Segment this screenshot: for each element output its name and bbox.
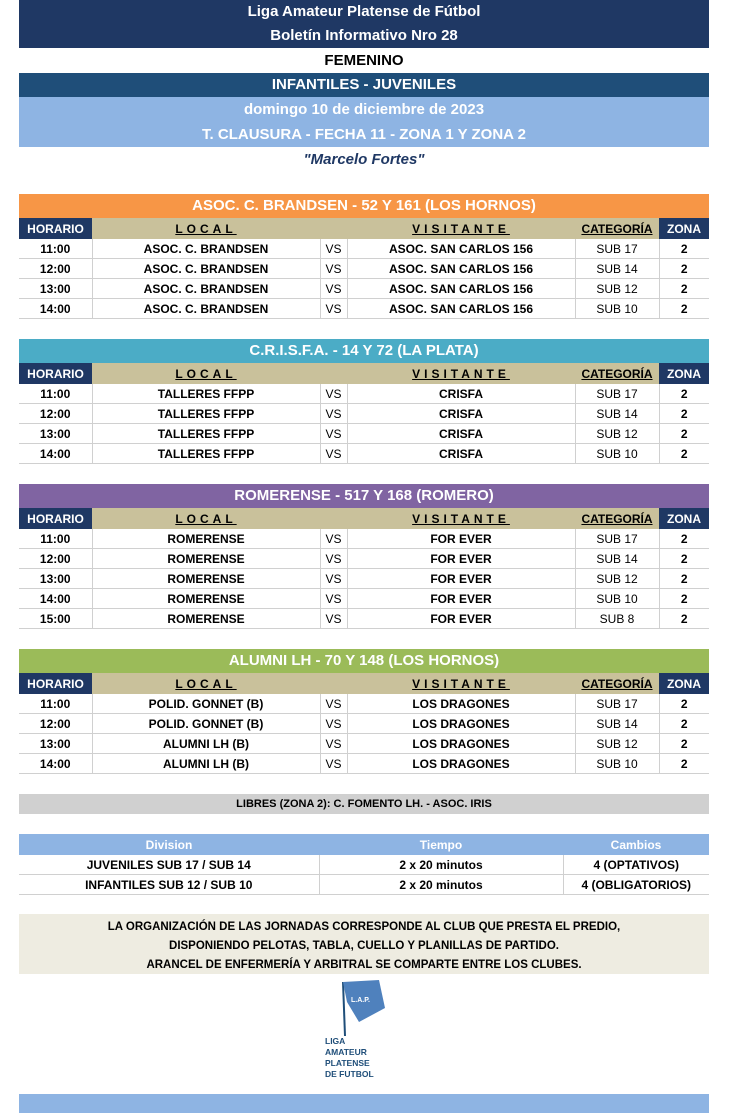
- match-row: [19, 589, 709, 609]
- match-home: ALUMNI LH (B): [92, 734, 320, 754]
- rules-header-subs: Cambios: [563, 834, 709, 855]
- match-away: FOR EVER: [347, 569, 575, 589]
- match-time: 13:00: [19, 569, 92, 589]
- column-header-category: CATEGORÍA: [575, 673, 659, 694]
- match-category: SUB 12: [575, 424, 659, 444]
- match-vs: VS: [320, 609, 347, 629]
- match-time: 11:00: [19, 384, 92, 404]
- logo-text: [325, 1036, 374, 1080]
- match-date: domingo 10 de diciembre de 2023: [243, 101, 485, 118]
- match-home: ASOC. C. BRANDSEN: [92, 239, 320, 259]
- match-away: FOR EVER: [347, 609, 575, 629]
- column-header-category: CATEGORÍA: [575, 218, 659, 239]
- match-vs: VS: [320, 239, 347, 259]
- match-home: ROMERENSE: [92, 529, 320, 549]
- match-zone: 2: [659, 279, 709, 299]
- column-header-away: VISITANTE: [347, 218, 575, 239]
- venue-block: [19, 194, 709, 319]
- logo-line: AMATEUR: [325, 1047, 367, 1057]
- match-category: SUB 8: [575, 609, 659, 629]
- match-zone: 2: [659, 549, 709, 569]
- match-category: SUB 14: [575, 404, 659, 424]
- match-home: TALLERES FFPP: [92, 404, 320, 424]
- column-header-home: LOCAL: [92, 363, 320, 384]
- match-row: [19, 299, 709, 319]
- match-row: [19, 279, 709, 299]
- match-category: SUB 10: [575, 589, 659, 609]
- rules-division: JUVENILES SUB 17 / SUB 14: [19, 855, 319, 875]
- match-vs: VS: [320, 404, 347, 424]
- match-vs: VS: [320, 569, 347, 589]
- match-away: LOS DRAGONES: [347, 714, 575, 734]
- schedule-table: [19, 363, 709, 464]
- match-zone: 2: [659, 404, 709, 424]
- rules-row: [19, 875, 709, 895]
- match-zone: 2: [659, 529, 709, 549]
- column-header-time: HORARIO: [19, 673, 92, 694]
- column-header-zone: ZONA: [659, 508, 709, 529]
- note-line: LA ORGANIZACIÓN DE LAS JORNADAS CORRESPONDE AL CLUB QUE PRESTA EL PREDIO,: [107, 921, 621, 933]
- match-away: CRISFA: [347, 424, 575, 444]
- match-category: SUB 12: [575, 734, 659, 754]
- bulletin: [19, 0, 709, 1079]
- match-zone: 2: [659, 444, 709, 464]
- match-home: ASOC. C. BRANDSEN: [92, 299, 320, 319]
- match-vs: VS: [320, 549, 347, 569]
- match-home: TALLERES FFPP: [92, 444, 320, 464]
- note-line: ARANCEL DE ENFERMERÍA Y ARBITRAL SE COMPARTE ENTRE LOS CLUBES.: [146, 959, 582, 971]
- venue-block: [19, 484, 709, 629]
- match-row: [19, 424, 709, 444]
- match-vs: VS: [320, 259, 347, 279]
- schedule-table: [19, 218, 709, 319]
- match-away: CRISFA: [347, 444, 575, 464]
- match-vs: VS: [320, 424, 347, 444]
- column-header-vs-spacer: [320, 673, 347, 694]
- rules-time: 2 x 20 minutos: [319, 875, 563, 895]
- divisions-title: INFANTILES - JUVENILES: [19, 73, 709, 97]
- rules-time: 2 x 20 minutos: [319, 855, 563, 875]
- rules-table: [19, 834, 709, 895]
- match-vs: VS: [320, 589, 347, 609]
- match-row: [19, 609, 709, 629]
- tribute-name: "Marcelo Fortes": [303, 151, 425, 168]
- match-time: 11:00: [19, 239, 92, 259]
- match-row: [19, 569, 709, 589]
- match-home: POLID. GONNET (B): [92, 714, 320, 734]
- logo-line: DE FUTBOL: [325, 1069, 374, 1079]
- match-away: ASOC. SAN CARLOS 156: [347, 259, 575, 279]
- match-category: SUB 17: [575, 239, 659, 259]
- match-vs: VS: [320, 694, 347, 714]
- column-header-home: LOCAL: [92, 218, 320, 239]
- match-time: 14:00: [19, 299, 92, 319]
- date-block: [19, 97, 709, 147]
- match-category: SUB 10: [575, 754, 659, 774]
- rules-division: INFANTILES SUB 12 / SUB 10: [19, 875, 319, 895]
- match-vs: VS: [320, 384, 347, 404]
- match-vs: VS: [320, 754, 347, 774]
- column-header-away: VISITANTE: [347, 508, 575, 529]
- rules-subs: 4 (OBLIGATORIOS): [563, 875, 709, 895]
- schedule-table: [19, 508, 709, 629]
- match-category: SUB 17: [575, 694, 659, 714]
- match-home: ASOC. C. BRANDSEN: [92, 279, 320, 299]
- column-header-time: HORARIO: [19, 508, 92, 529]
- column-header-home: LOCAL: [92, 673, 320, 694]
- match-away: CRISFA: [347, 384, 575, 404]
- footer-bar: [19, 1094, 709, 1113]
- match-category: SUB 14: [575, 714, 659, 734]
- match-zone: 2: [659, 714, 709, 734]
- match-home: ROMERENSE: [92, 569, 320, 589]
- match-zone: 2: [659, 589, 709, 609]
- match-away: FOR EVER: [347, 589, 575, 609]
- match-zone: 2: [659, 754, 709, 774]
- schedule-table: [19, 673, 709, 774]
- bulletin-number: Boletín Informativo Nro 28: [270, 27, 458, 44]
- match-away: CRISFA: [347, 404, 575, 424]
- column-header-away: VISITANTE: [347, 673, 575, 694]
- column-header-zone: ZONA: [659, 218, 709, 239]
- logo-line: PLATENSE: [325, 1058, 370, 1068]
- match-category: SUB 14: [575, 549, 659, 569]
- match-home: ROMERENSE: [92, 549, 320, 569]
- match-zone: 2: [659, 424, 709, 444]
- match-time: 12:00: [19, 549, 92, 569]
- match-zone: 2: [659, 694, 709, 714]
- match-away: ASOC. SAN CARLOS 156: [347, 279, 575, 299]
- match-zone: 2: [659, 734, 709, 754]
- match-home: TALLERES FFPP: [92, 384, 320, 404]
- match-zone: 2: [659, 259, 709, 279]
- logo-line: LIGA: [325, 1036, 346, 1046]
- match-row: [19, 694, 709, 714]
- match-category: SUB 17: [575, 529, 659, 549]
- match-category: SUB 12: [575, 279, 659, 299]
- venue-block: [19, 649, 709, 774]
- tournament-round: T. CLAUSURA - FECHA 11 - ZONA 1 Y ZONA 2: [202, 126, 526, 143]
- match-row: [19, 404, 709, 424]
- match-home: TALLERES FFPP: [92, 424, 320, 444]
- rules-header-division: Division: [19, 834, 319, 855]
- match-vs: VS: [320, 529, 347, 549]
- match-time: 12:00: [19, 404, 92, 424]
- match-vs: VS: [320, 299, 347, 319]
- match-home: ASOC. C. BRANDSEN: [92, 259, 320, 279]
- libres-note: LIBRES (ZONA 2): C. FOMENTO LH. - ASOC. IRIS: [19, 794, 709, 814]
- match-row: [19, 714, 709, 734]
- match-row: [19, 734, 709, 754]
- match-category: SUB 12: [575, 569, 659, 589]
- match-time: 14:00: [19, 754, 92, 774]
- column-header-time: HORARIO: [19, 363, 92, 384]
- match-time: 13:00: [19, 734, 92, 754]
- match-time: 12:00: [19, 714, 92, 734]
- match-time: 13:00: [19, 279, 92, 299]
- match-vs: VS: [320, 279, 347, 299]
- column-header-zone: ZONA: [659, 363, 709, 384]
- match-time: 14:00: [19, 444, 92, 464]
- match-row: [19, 549, 709, 569]
- match-home: POLID. GONNET (B): [92, 694, 320, 714]
- match-zone: 2: [659, 384, 709, 404]
- venue-title: ROMERENSE - 517 Y 168 (ROMERO): [19, 484, 709, 508]
- match-zone: 2: [659, 299, 709, 319]
- match-home: ALUMNI LH (B): [92, 754, 320, 774]
- match-time: 14:00: [19, 589, 92, 609]
- match-row: [19, 754, 709, 774]
- venue-title: C.R.I.S.F.A. - 14 Y 72 (LA PLATA): [19, 339, 709, 363]
- column-header-time: HORARIO: [19, 218, 92, 239]
- venue-title: ASOC. C. BRANDSEN - 52 Y 161 (LOS HORNOS): [19, 194, 709, 218]
- match-time: 13:00: [19, 424, 92, 444]
- match-away: LOS DRAGONES: [347, 694, 575, 714]
- rules-subs: 4 (OPTATIVOS): [563, 855, 709, 875]
- match-vs: VS: [320, 714, 347, 734]
- bulletin-header: [19, 0, 709, 48]
- match-category: SUB 17: [575, 384, 659, 404]
- match-away: ASOC. SAN CARLOS 156: [347, 299, 575, 319]
- match-row: [19, 239, 709, 259]
- league-name: Liga Amateur Platense de Fútbol: [247, 3, 481, 20]
- match-row: [19, 529, 709, 549]
- match-category: SUB 14: [575, 259, 659, 279]
- column-header-vs-spacer: [320, 363, 347, 384]
- match-home: ROMERENSE: [92, 609, 320, 629]
- match-category: SUB 10: [575, 444, 659, 464]
- match-zone: 2: [659, 569, 709, 589]
- branch-title: FEMENINO: [19, 48, 709, 73]
- match-home: ROMERENSE: [92, 589, 320, 609]
- match-time: 11:00: [19, 529, 92, 549]
- organization-note: [19, 914, 709, 974]
- match-vs: VS: [320, 444, 347, 464]
- venue-block: [19, 339, 709, 464]
- column-header-category: CATEGORÍA: [575, 508, 659, 529]
- match-away: FOR EVER: [347, 529, 575, 549]
- column-header-away: VISITANTE: [347, 363, 575, 384]
- logo-flag-text: L.A.P.: [351, 997, 370, 1004]
- match-row: [19, 259, 709, 279]
- column-header-vs-spacer: [320, 218, 347, 239]
- rules-row: [19, 855, 709, 875]
- match-away: LOS DRAGONES: [347, 734, 575, 754]
- match-time: 15:00: [19, 609, 92, 629]
- column-header-home: LOCAL: [92, 508, 320, 529]
- match-away: LOS DRAGONES: [347, 754, 575, 774]
- venue-title: ALUMNI LH - 70 Y 148 (LOS HORNOS): [19, 649, 709, 673]
- match-row: [19, 384, 709, 404]
- column-header-vs-spacer: [320, 508, 347, 529]
- match-away: ASOC. SAN CARLOS 156: [347, 239, 575, 259]
- match-time: 12:00: [19, 259, 92, 279]
- column-header-zone: ZONA: [659, 673, 709, 694]
- match-row: [19, 444, 709, 464]
- match-zone: 2: [659, 239, 709, 259]
- rules-header-time: Tiempo: [319, 834, 563, 855]
- match-time: 11:00: [19, 694, 92, 714]
- match-away: FOR EVER: [347, 549, 575, 569]
- match-vs: VS: [320, 734, 347, 754]
- match-zone: 2: [659, 609, 709, 629]
- note-line: DISPONIENDO PELOTAS, TABLA, CUELLO Y PLANILLAS DE PARTIDO.: [169, 940, 559, 952]
- match-category: SUB 10: [575, 299, 659, 319]
- column-header-category: CATEGORÍA: [575, 363, 659, 384]
